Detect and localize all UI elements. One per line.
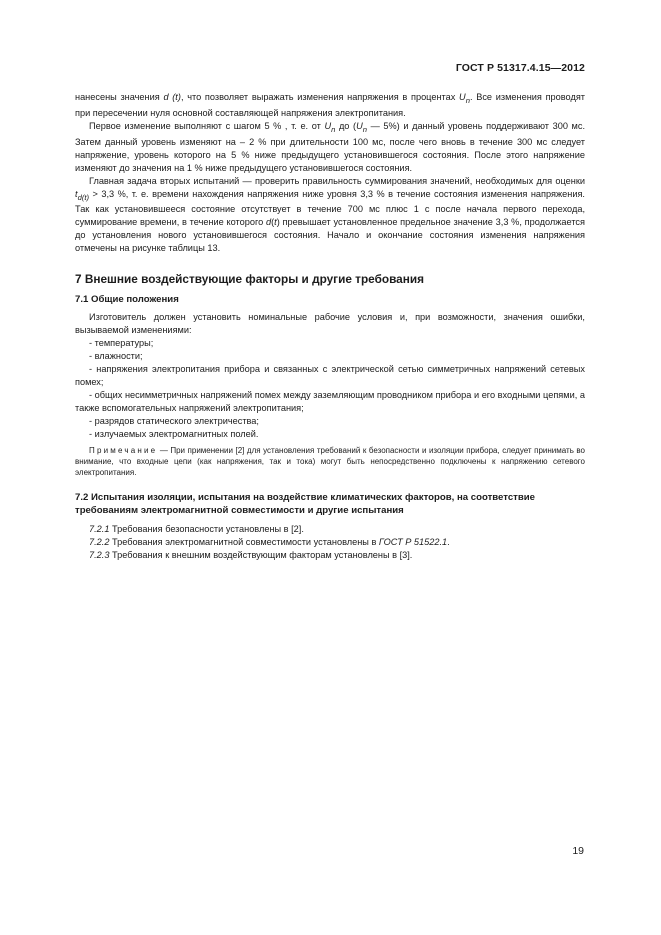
list-item: - напряжения электропитания прибора и связанных с электрической сетью симметричных напряжений сетевых помех;	[75, 364, 585, 388]
intro-paragraph-1: нанесены значения d (t), что позволяет выражать изменения напряжения в процентах $U_n$. Все изменения проводят при пересечении нуля основной составляющей напряжения электропитания.	[75, 92, 586, 118]
intro-paragraph-2: Первое изменение выполняют с шагом 5 % , т. е. от $U_n$ до ($U_n$ — 5%) и данный уровень поддерживают 300 мс. Затем данный уровень изменяют на – 2 % при длительности 100 мс, после чего вновь в течение 300 мс следует напряжение, уровень которого на 5 % ниже предыдущего установившегося состояния. После этого напряжение изменяют до значения на 1 % ниже предыдущего установившегося состояния.	[75, 120, 585, 173]
clause-7-2-1: 7.2.1 Требования безопасности установлены в [2].	[89, 524, 304, 535]
page-content	[75, 91, 585, 562]
error-factors-list	[75, 337, 585, 441]
clause-7-2-3: 7.2.3 Требования к внешним воздействующим факторам установлены в [3].	[89, 550, 413, 561]
section-7-1-intro: Изготовитель должен установить номинальные рабочие условия и, при возможности, значения ошибки, вызываемой изменениями:	[75, 312, 585, 336]
note-paragraph	[75, 445, 585, 478]
section-7-2-heading: 7.2 Испытания изоляции, испытания на воздействие климатических факторов, на соответствие требованиям электромагнитной совместимости и другие испытания	[75, 492, 535, 516]
list-item: - общих несимметричных напряжений помех между заземляющим проводником прибора и его входными цепями, а также вспомогательных напряжений электропитания;	[75, 390, 585, 414]
list-item: - разрядов статического электричества;	[89, 416, 259, 427]
section-7-heading: 7 Внешние воздействующие факторы и другие требования	[75, 272, 424, 287]
list-item: - влажности;	[89, 351, 143, 362]
note-text: — При применении [2] для установления требований к безопасности и изоляции прибора, следует принимать во внимание, что входные цепи (как напряжения, так и тока) могут быть непосредственно подключены к напряжению сетевого электропитания.	[75, 446, 585, 478]
list-item: - излучаемых электромагнитных полей.	[89, 429, 259, 440]
page-number: 19	[572, 845, 584, 857]
standard-code-header: ГОСТ Р 51317.4.15—2012	[455, 62, 585, 74]
section-7-1-heading: 7.1 Общие положения	[75, 294, 179, 306]
list-item: - температуры;	[89, 338, 154, 349]
intro-paragraph-3: Главная задача вторых испытаний — проверить правильность суммирования значений, необходимых для оценки $t_{d(t)} > 3,3$ %, т. е. времени нахождения напряжения ниже уровня 3,3 % в течение состояния изменения напряжения. Так как установившееся состояние отсутствует в течение 700 мс плюс 1 с после начала первого перехода, суммирование времени, в течение которого d(t) превышает установленное предельное значение 3,3 %, продолжается до установления нового установившегося состояния. Начало и окончание состояния изменения напряжения отмечены на рисунке таблицы 13.	[75, 175, 585, 254]
note-label: Примечание	[89, 446, 158, 456]
clause-7-2-2: 7.2.2 Требования электромагнитной совместимости установлены в ГОСТ Р 51522.1.	[89, 537, 450, 548]
